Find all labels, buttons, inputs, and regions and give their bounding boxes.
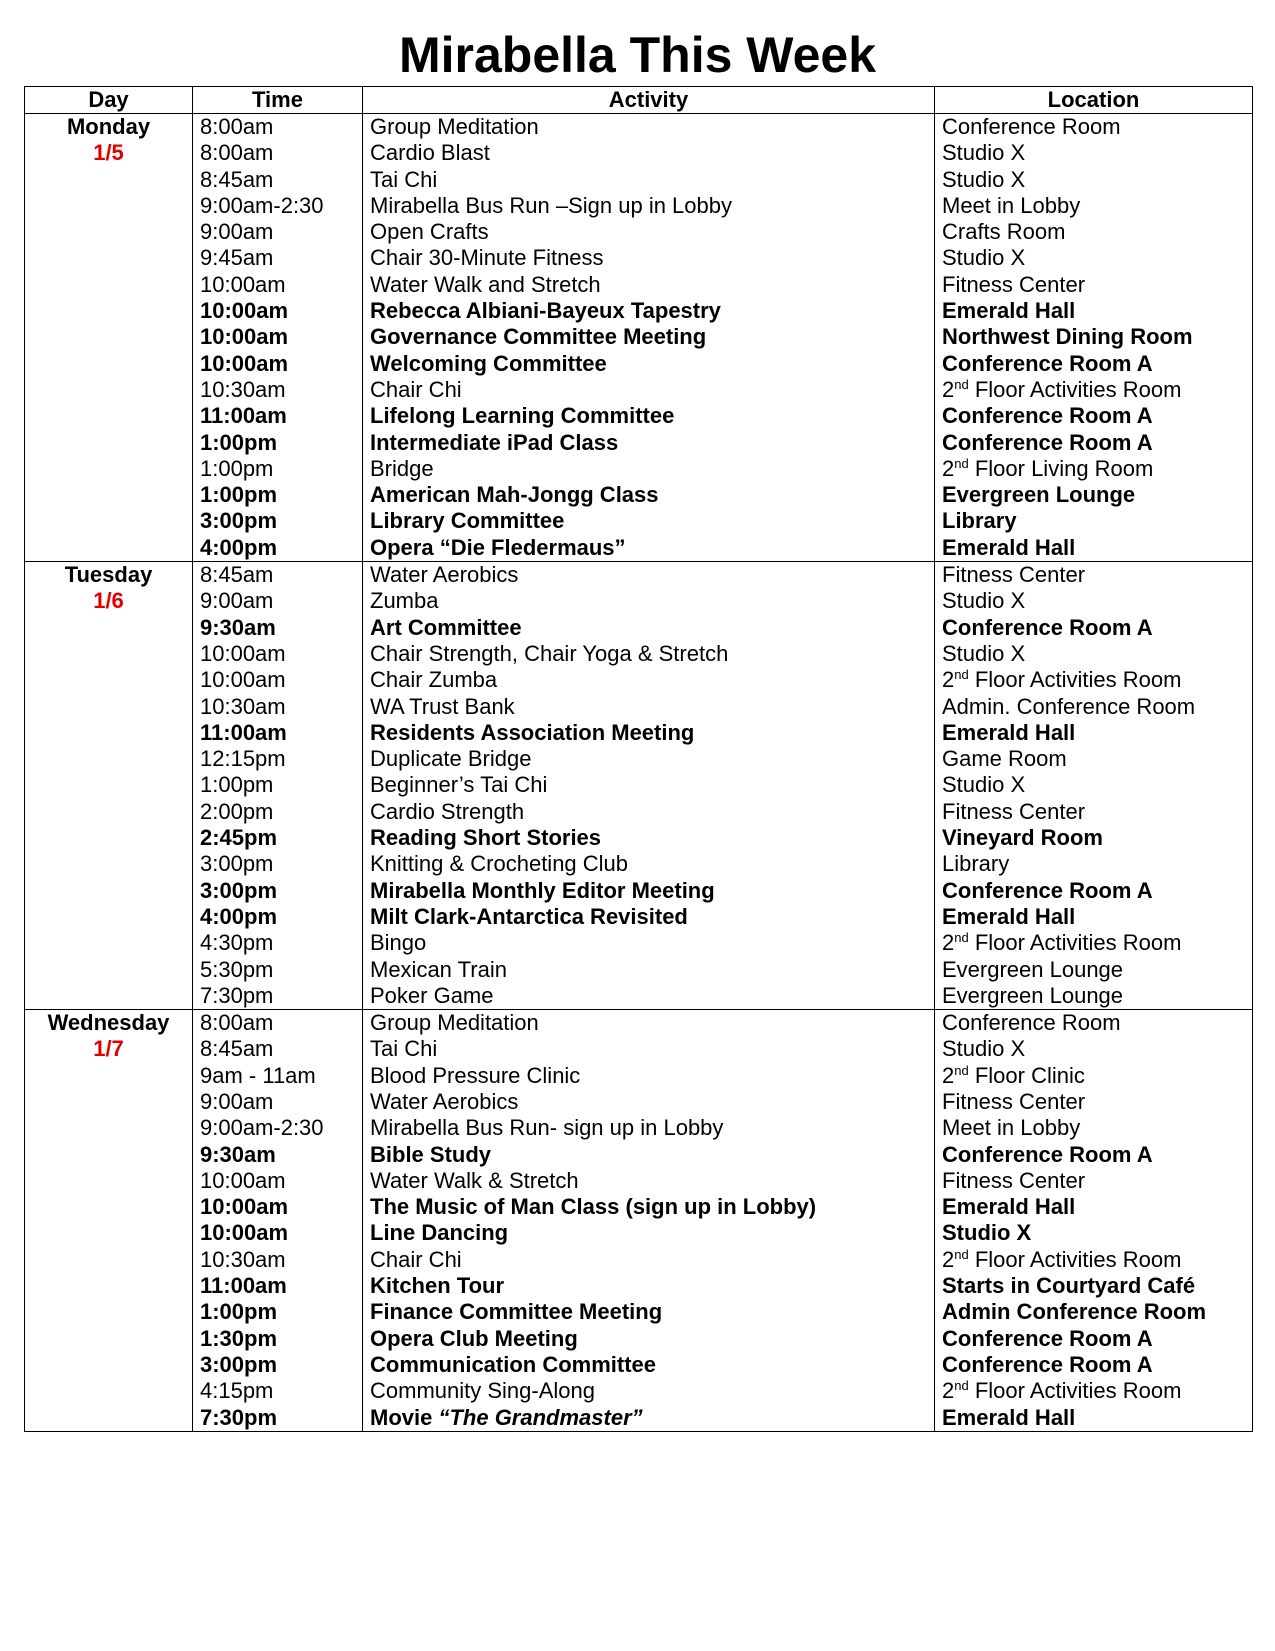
- day-cell: [25, 1352, 193, 1378]
- time-cell: 9:00am: [193, 588, 363, 614]
- day-cell: [25, 957, 193, 983]
- activity-cell: Group Meditation: [363, 114, 935, 141]
- activity-cell: Intermediate iPad Class: [363, 430, 935, 456]
- table-row: [25, 851, 1253, 877]
- table-row: [25, 1299, 1253, 1325]
- time-cell: 8:00am: [193, 1010, 363, 1037]
- day-cell: [25, 1378, 193, 1404]
- table-row: [25, 588, 1253, 614]
- table-row: [25, 641, 1253, 667]
- location-cell: Conference Room: [935, 1010, 1253, 1037]
- time-cell: 10:30am: [193, 694, 363, 720]
- location-column-header: Location: [935, 87, 1253, 114]
- day-cell: [25, 1405, 193, 1432]
- time-cell: 11:00am: [193, 403, 363, 429]
- table-row: [25, 1115, 1253, 1141]
- table-row: [25, 219, 1253, 245]
- location-cell: Studio X: [935, 1036, 1253, 1062]
- table-row: [25, 456, 1253, 482]
- day-cell: [25, 193, 193, 219]
- time-cell: 8:00am: [193, 114, 363, 141]
- location-cell: Conference Room A: [935, 430, 1253, 456]
- table-row: [25, 1063, 1253, 1089]
- table-row: [25, 140, 1253, 166]
- activity-cell: Tai Chi: [363, 167, 935, 193]
- time-cell: 3:00pm: [193, 1352, 363, 1378]
- day-cell: [25, 1326, 193, 1352]
- location-cell: Conference Room A: [935, 1326, 1253, 1352]
- time-cell: 9:30am: [193, 1142, 363, 1168]
- location-cell: Fitness Center: [935, 1168, 1253, 1194]
- day-cell: [25, 167, 193, 193]
- table-row: [25, 1220, 1253, 1246]
- location-cell: Meet in Lobby: [935, 1115, 1253, 1141]
- activity-cell: Blood Pressure Clinic: [363, 1063, 935, 1089]
- location-cell: Emerald Hall: [935, 1405, 1253, 1432]
- time-cell: 4:15pm: [193, 1378, 363, 1404]
- day-cell: [25, 720, 193, 746]
- location-cell: 2nd Floor Activities Room: [935, 930, 1253, 956]
- time-cell: 4:30pm: [193, 930, 363, 956]
- time-cell: 10:00am: [193, 351, 363, 377]
- activity-cell: Water Aerobics: [363, 1089, 935, 1115]
- activity-cell: Chair Zumba: [363, 667, 935, 693]
- time-cell: 10:00am: [193, 324, 363, 350]
- activity-cell: Cardio Blast: [363, 140, 935, 166]
- day-cell: [25, 377, 193, 403]
- day-cell: [25, 825, 193, 851]
- day-cell: [25, 1220, 193, 1246]
- location-cell: 2nd Floor Living Room: [935, 456, 1253, 482]
- table-row: [25, 535, 1253, 562]
- time-cell: 1:00pm: [193, 430, 363, 456]
- activity-cell: Mirabella Monthly Editor Meeting: [363, 878, 935, 904]
- time-cell: 4:00pm: [193, 904, 363, 930]
- activity-cell: Duplicate Bridge: [363, 746, 935, 772]
- activity-cell: Rebecca Albiani-Bayeux Tapestry: [363, 298, 935, 324]
- table-row: [25, 562, 1253, 589]
- day-date: 1/5: [25, 140, 193, 166]
- table-row: [25, 1036, 1253, 1062]
- time-cell: 9am - 11am: [193, 1063, 363, 1089]
- day-name: Tuesday: [25, 562, 193, 589]
- table-row: [25, 615, 1253, 641]
- time-cell: 9:00am-2:30: [193, 1115, 363, 1141]
- location-cell: Crafts Room: [935, 219, 1253, 245]
- table-row: [25, 482, 1253, 508]
- location-cell: 2nd Floor Activities Room: [935, 1247, 1253, 1273]
- location-cell: 2nd Floor Activities Room: [935, 1378, 1253, 1404]
- activity-cell: Beginner’s Tai Chi: [363, 772, 935, 798]
- activity-cell: The Music of Man Class (sign up in Lobby): [363, 1194, 935, 1220]
- activity-cell: Line Dancing: [363, 1220, 935, 1246]
- table-row: [25, 298, 1253, 324]
- activity-cell: Chair Chi: [363, 377, 935, 403]
- day-cell: [25, 1115, 193, 1141]
- table-row: [25, 878, 1253, 904]
- table-row: [25, 772, 1253, 798]
- day-cell: [25, 245, 193, 271]
- time-cell: 3:00pm: [193, 508, 363, 534]
- table-row: [25, 1010, 1253, 1037]
- time-cell: 10:30am: [193, 1247, 363, 1273]
- time-cell: 7:30pm: [193, 1405, 363, 1432]
- table-row: [25, 1273, 1253, 1299]
- time-cell: 10:00am: [193, 641, 363, 667]
- table-row: [25, 1168, 1253, 1194]
- location-cell: 2nd Floor Activities Room: [935, 667, 1253, 693]
- table-row: [25, 193, 1253, 219]
- location-cell: Studio X: [935, 772, 1253, 798]
- day-cell: [25, 1273, 193, 1299]
- page-title: Mirabella This Week: [398, 27, 877, 83]
- table-row: [25, 1326, 1253, 1352]
- location-cell: 2nd Floor Clinic: [935, 1063, 1253, 1089]
- activity-cell: Bible Study: [363, 1142, 935, 1168]
- time-cell: 10:00am: [193, 1220, 363, 1246]
- time-cell: 9:00am: [193, 219, 363, 245]
- location-cell: Emerald Hall: [935, 720, 1253, 746]
- activity-cell: Milt Clark-Antarctica Revisited: [363, 904, 935, 930]
- day-cell: [25, 1063, 193, 1089]
- activity-cell: Communication Committee: [363, 1352, 935, 1378]
- location-cell: Studio X: [935, 588, 1253, 614]
- day-cell: [25, 219, 193, 245]
- time-cell: 9:00am-2:30: [193, 193, 363, 219]
- table-row: [25, 1378, 1253, 1404]
- day-cell: [25, 615, 193, 641]
- table-row: [25, 799, 1253, 825]
- table-row: [25, 324, 1253, 350]
- activity-cell: Welcoming Committee: [363, 351, 935, 377]
- day-cell: [25, 1247, 193, 1273]
- time-cell: 8:45am: [193, 1036, 363, 1062]
- table-row: [25, 904, 1253, 930]
- time-cell: 9:30am: [193, 615, 363, 641]
- day-cell: [25, 535, 193, 562]
- day-cell: [25, 508, 193, 534]
- day-cell: [25, 351, 193, 377]
- table-row: [25, 377, 1253, 403]
- activity-cell: Open Crafts: [363, 219, 935, 245]
- activity-cell: Opera Club Meeting: [363, 1326, 935, 1352]
- location-cell: Conference Room A: [935, 403, 1253, 429]
- day-cell: [25, 272, 193, 298]
- location-cell: Studio X: [935, 641, 1253, 667]
- table-row: [25, 1089, 1253, 1115]
- location-cell: Conference Room A: [935, 878, 1253, 904]
- location-cell: Admin Conference Room: [935, 1299, 1253, 1325]
- table-row: [25, 694, 1253, 720]
- location-cell: Fitness Center: [935, 799, 1253, 825]
- time-cell: 5:30pm: [193, 957, 363, 983]
- table-row: [25, 720, 1253, 746]
- activity-cell: Kitchen Tour: [363, 1273, 935, 1299]
- location-cell: Fitness Center: [935, 1089, 1253, 1115]
- activity-cell: Poker Game: [363, 983, 935, 1010]
- table-row: [25, 930, 1253, 956]
- table-row: [25, 957, 1253, 983]
- activity-cell: Water Aerobics: [363, 562, 935, 589]
- table-row: [25, 1247, 1253, 1273]
- table-row: [25, 1405, 1253, 1432]
- day-name: Monday: [25, 114, 193, 141]
- time-cell: 10:00am: [193, 667, 363, 693]
- location-cell: Evergreen Lounge: [935, 482, 1253, 508]
- table-row: [25, 403, 1253, 429]
- time-cell: 11:00am: [193, 720, 363, 746]
- location-cell: Starts in Courtyard Café: [935, 1273, 1253, 1299]
- table-row: [25, 272, 1253, 298]
- location-cell: Studio X: [935, 167, 1253, 193]
- time-cell: 10:00am: [193, 272, 363, 298]
- activity-cell: Knitting & Crocheting Club: [363, 851, 935, 877]
- location-cell: Emerald Hall: [935, 1194, 1253, 1220]
- time-cell: 1:30pm: [193, 1326, 363, 1352]
- location-cell: Evergreen Lounge: [935, 983, 1253, 1010]
- time-cell: 7:30pm: [193, 983, 363, 1010]
- location-cell: Conference Room: [935, 114, 1253, 141]
- time-cell: 8:45am: [193, 167, 363, 193]
- activity-cell: Water Walk & Stretch: [363, 1168, 935, 1194]
- activity-cell: Community Sing-Along: [363, 1378, 935, 1404]
- location-cell: Emerald Hall: [935, 535, 1253, 562]
- location-cell: Studio X: [935, 1220, 1253, 1246]
- activity-cell: Mexican Train: [363, 957, 935, 983]
- activity-cell: Library Committee: [363, 508, 935, 534]
- activity-cell: Chair Strength, Chair Yoga & Stretch: [363, 641, 935, 667]
- day-date: 1/6: [25, 588, 193, 614]
- day-cell: [25, 930, 193, 956]
- time-cell: 3:00pm: [193, 878, 363, 904]
- time-cell: 11:00am: [193, 1273, 363, 1299]
- header-row: [25, 87, 1253, 114]
- day-cell: [25, 772, 193, 798]
- activity-cell: Residents Association Meeting: [363, 720, 935, 746]
- location-cell: 2nd Floor Activities Room: [935, 377, 1253, 403]
- day-cell: [25, 799, 193, 825]
- time-cell: 1:00pm: [193, 456, 363, 482]
- table-row: [25, 746, 1253, 772]
- time-cell: 10:00am: [193, 298, 363, 324]
- table-row: [25, 245, 1253, 271]
- time-cell: 9:00am: [193, 1089, 363, 1115]
- time-cell: 3:00pm: [193, 851, 363, 877]
- location-cell: Studio X: [935, 140, 1253, 166]
- location-cell: Meet in Lobby: [935, 193, 1253, 219]
- time-cell: 2:45pm: [193, 825, 363, 851]
- table-row: [25, 508, 1253, 534]
- activity-cell: Mirabella Bus Run- sign up in Lobby: [363, 1115, 935, 1141]
- location-cell: Northwest Dining Room: [935, 324, 1253, 350]
- day-cell: [25, 403, 193, 429]
- activity-cell: Movie “The Grandmaster”: [363, 1405, 935, 1432]
- location-cell: Emerald Hall: [935, 904, 1253, 930]
- activity-cell: Mirabella Bus Run –Sign up in Lobby: [363, 193, 935, 219]
- activity-cell: Chair 30-Minute Fitness: [363, 245, 935, 271]
- table-row: [25, 430, 1253, 456]
- day-cell: [25, 641, 193, 667]
- day-cell: [25, 430, 193, 456]
- time-cell: 8:00am: [193, 140, 363, 166]
- time-cell: 1:00pm: [193, 772, 363, 798]
- location-cell: Conference Room A: [935, 351, 1253, 377]
- location-cell: Fitness Center: [935, 562, 1253, 589]
- activity-cell: Water Walk and Stretch: [363, 272, 935, 298]
- time-cell: 10:00am: [193, 1194, 363, 1220]
- day-cell: [25, 667, 193, 693]
- table-row: [25, 1194, 1253, 1220]
- day-cell: [25, 1194, 193, 1220]
- time-cell: 4:00pm: [193, 535, 363, 562]
- location-cell: Library: [935, 508, 1253, 534]
- activity-cell: Bridge: [363, 456, 935, 482]
- location-cell: Vineyard Room: [935, 825, 1253, 851]
- day-cell: [25, 904, 193, 930]
- location-cell: Evergreen Lounge: [935, 957, 1253, 983]
- location-cell: Conference Room A: [935, 615, 1253, 641]
- table-row: [25, 351, 1253, 377]
- time-cell: 9:45am: [193, 245, 363, 271]
- location-cell: Library: [935, 851, 1253, 877]
- activity-cell: Governance Committee Meeting: [363, 324, 935, 350]
- activity-cell: American Mah-Jongg Class: [363, 482, 935, 508]
- activity-cell: Opera “Die Fledermaus”: [363, 535, 935, 562]
- activity-cell: Cardio Strength: [363, 799, 935, 825]
- activity-cell: Chair Chi: [363, 1247, 935, 1273]
- day-cell: [25, 694, 193, 720]
- day-cell: [25, 482, 193, 508]
- location-cell: Fitness Center: [935, 272, 1253, 298]
- time-cell: 1:00pm: [193, 482, 363, 508]
- time-cell: 10:00am: [193, 1168, 363, 1194]
- activity-column-header: Activity: [363, 87, 935, 114]
- time-cell: 12:15pm: [193, 746, 363, 772]
- location-cell: Conference Room A: [935, 1352, 1253, 1378]
- day-cell: [25, 1168, 193, 1194]
- time-cell: 1:00pm: [193, 1299, 363, 1325]
- time-column-header: Time: [193, 87, 363, 114]
- table-row: [25, 983, 1253, 1010]
- table-row: [25, 167, 1253, 193]
- day-date: 1/7: [25, 1036, 193, 1062]
- day-name: Wednesday: [25, 1010, 193, 1037]
- activity-cell: WA Trust Bank: [363, 694, 935, 720]
- time-cell: 8:45am: [193, 562, 363, 589]
- time-cell: 2:00pm: [193, 799, 363, 825]
- activity-cell: Lifelong Learning Committee: [363, 403, 935, 429]
- table-row: [25, 1352, 1253, 1378]
- activity-cell: Group Meditation: [363, 1010, 935, 1037]
- day-cell: [25, 983, 193, 1010]
- day-cell: [25, 1142, 193, 1168]
- activity-cell: Finance Committee Meeting: [363, 1299, 935, 1325]
- day-cell: [25, 746, 193, 772]
- schedule-body: [25, 114, 1253, 1432]
- day-column-header: Day: [25, 87, 193, 114]
- table-row: [25, 114, 1253, 141]
- day-cell: [25, 878, 193, 904]
- activity-cell: Tai Chi: [363, 1036, 935, 1062]
- location-cell: Studio X: [935, 245, 1253, 271]
- location-cell: Game Room: [935, 746, 1253, 772]
- schedule-table: [24, 86, 1253, 1432]
- location-cell: Conference Room A: [935, 1142, 1253, 1168]
- day-cell: [25, 298, 193, 324]
- table-row: [25, 825, 1253, 851]
- table-row: [25, 1142, 1253, 1168]
- activity-cell: Zumba: [363, 588, 935, 614]
- time-cell: 10:30am: [193, 377, 363, 403]
- day-cell: [25, 324, 193, 350]
- activity-cell: Art Committee: [363, 615, 935, 641]
- day-cell: [25, 1089, 193, 1115]
- location-cell: Admin. Conference Room: [935, 694, 1253, 720]
- activity-cell: Bingo: [363, 930, 935, 956]
- location-cell: Emerald Hall: [935, 298, 1253, 324]
- day-cell: [25, 1299, 193, 1325]
- day-cell: [25, 456, 193, 482]
- table-row: [25, 667, 1253, 693]
- day-cell: [25, 851, 193, 877]
- activity-cell: Reading Short Stories: [363, 825, 935, 851]
